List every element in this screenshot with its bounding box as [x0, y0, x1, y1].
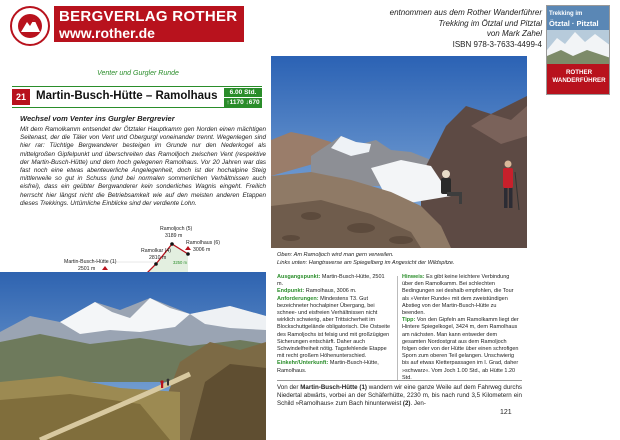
photo-hangtraverse [0, 272, 266, 440]
info-start: Ausgangspunkt: Martin-Busch-Hütte, 2501 m. [277, 274, 385, 288]
route-hut-name: Martin-Busch-Hütte (1) [300, 384, 367, 391]
cover-brand: ROTHER WANDERFÜHRER [552, 69, 606, 84]
photo-caption [277, 252, 522, 267]
station-elev-4: 2810 m [149, 255, 167, 261]
page-number: 121 [500, 409, 512, 416]
tour-title: Martin-Busch-Hütte – Ramolhaus [36, 90, 218, 102]
station-label-1: Martin-Busch-Hütte (1) [64, 259, 117, 265]
info-column-left [277, 274, 392, 375]
station-elev-6: 3006 m [193, 247, 211, 253]
caption-line-2: Links unten: Hangtraverse am Spiegelberg im Angesicht der Wildspitze. [277, 259, 455, 266]
station-label-4: Ramolkar (4) [141, 248, 171, 254]
caption-line-1: Oben: Am Ramoljoch wird man gern verweilen. [277, 252, 394, 258]
brand-banner [54, 6, 244, 42]
info-tip: Tipp: Von den Gipfeln am Ramolkamm liegt der Hintere Spiegelkogel, 3424 m, dem Ramolhaus am nächsten. Man kann entweder dem gesamten Nordostgrat aus dem Ramoljoch folgen oder von der Hütte über einen schrofigen Sporn zum oberen Teil gelangen. Unschwierig bis auf etwas Kletterpassagen im I. Grad, daher »schwarz«. Vom Joch 1.00 Std., ab Hütte 1.20 Std. [402, 317, 519, 381]
station-marker-4 [154, 262, 158, 266]
info-lodging: Einkehr/Unterkunft: Martin-Busch-Hütte, Ramolhaus. [277, 360, 379, 374]
station-label-5: Ramoljoch (5) [160, 226, 193, 232]
station-label-6: Ramolhaus (6) [186, 240, 221, 246]
isbn: ISBN 978-3-7633-4499-4 [452, 39, 542, 49]
info-end: Endpunkt: Ramolhaus, 3006 m. [277, 288, 357, 295]
tour-elevation-badge: ↑1170 ↓670 [224, 98, 262, 107]
divider [277, 380, 522, 381]
brand-url-link[interactable]: www.rother.de [59, 25, 155, 41]
source-note [322, 8, 542, 50]
info-note: Hinweis: Es gibt keine leichtere Verbindung über den Ramolkamm. Bei schlechten Bedingungen sei deshalb empfohlen, die Tour als »Venter Runde« mit dem zweistündigen Abstieg von der Martin-Busch-Hütte zu beenden. [402, 274, 514, 317]
book-cover-image [546, 5, 610, 95]
station-marker-5 [170, 242, 174, 246]
route-description: Von der Martin-Busch-Hütte (1) wandern wir eine ganze Weile auf dem Fahrweg durchs Niedertal abwärts, vorbei an der Schäferhütte, 2230 m, bis nach rund 3,5 Kilometern ein Schild »Ramolhaus« zum Bach hinunterweist (2). Jen- [277, 384, 522, 408]
cover-small-title: Trekking im [549, 11, 583, 17]
tour-duration-badge: 6.00 Std. [224, 88, 262, 97]
hut-icon [185, 246, 191, 250]
tour-subtitle: Wechsel vom Venter ins Gurgler Bergrevier [20, 114, 175, 123]
source-line-2: Trekking im Ötztal und Pitztal [438, 18, 542, 28]
info-column-right [402, 274, 520, 382]
elev-tick: 3250 m [173, 260, 187, 265]
station-marker-6 [186, 252, 190, 256]
station-elev-5: 3189 m [165, 233, 183, 239]
page-header [0, 0, 620, 50]
tour-heading [12, 86, 262, 108]
route-marker: (2) [402, 400, 411, 408]
rother-logo-icon [10, 6, 50, 46]
tour-intro-text: Mit dem Ramolkamm entsendet der Ötztaler Hauptkamm gen Norden einen mächtigen Seitenast, der die Täler von Vent und Obergurgl voneinander trennt. Wegenlegen sind hier rar: Tüchtige Bergwanderer besteigen im Grunde nur den Nederkogel als mittelgroßen Gipfelpunkt und überschreiten das Ramolljoch zwischen Vent (respektive der Martin-Busch-Hütte) und dem hoch gelegenen Ramolhaus. Vor 20 Jahren war das fast noch eine etwas abenteuerliche Angelegenheit, doch ist der hochalpine Steig mittlerweile so gut in Schuss (und bei normalen sommerlichen Verhältnissen auch eisfrei), dass ein geübter Bergwanderer kein sonderliches Wagnis eingeht. Freilich herrscht hier längst nicht die Betriebsamkeit wie auf den meisten anderen Etappen dieses Trekkings. Urtümliche Einblicke sind der verdiente Lohn. [20, 126, 266, 207]
hut-icon [102, 266, 108, 270]
tour-number-badge: 21 [12, 89, 30, 105]
info-requirements: Anforderungen: Mindestens T3. Gut bezeichneter hochalpiner Übergang, bei schnee- und eisfreien Verhältnissen nicht wirklich schwierig, aber Trittsicherheit im Blockschuttgelände obligatorisch. Die Ostseite des Ramoljochs ist felsig und mit großzügigen Sicherungen entschärft. Daher auch Schwindelfreiheit nötig. Tagsfehlende Etappe mit recht großem Höhenunterschied. [277, 295, 391, 360]
photo-ramoljoch [271, 56, 527, 248]
source-line-3: von Mark Zahel [486, 29, 542, 39]
region-label: Venter und Gurgler Runde [97, 70, 179, 77]
brand-name: BERGVERLAG ROTHER [59, 8, 238, 25]
station-elev-1: 2501 m [78, 266, 96, 272]
source-line-1: entnommen aus dem Rother Wanderführer [389, 8, 542, 17]
cover-title: Ötztal · Pitztal [549, 19, 599, 28]
column-divider [397, 276, 398, 380]
